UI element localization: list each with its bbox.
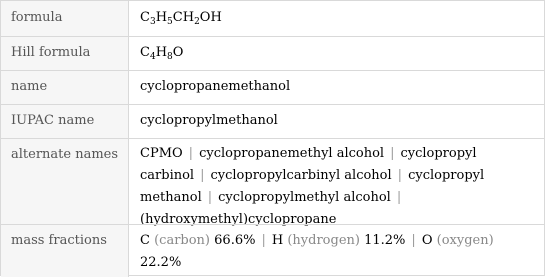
separator: | — [261, 233, 266, 248]
formula-subscript: 8 — [167, 52, 173, 62]
formula-part: H — [155, 45, 168, 60]
formula-subscript: 3 — [149, 17, 156, 27]
row-label — [1, 139, 129, 224]
element-percent: 11.2% — [364, 233, 406, 248]
alternate-name: cyclopropyl carbinol — [140, 146, 477, 183]
separator: | — [397, 168, 403, 183]
name-value: cyclopropanemethanol — [140, 79, 291, 94]
formula-subscript: 2 — [194, 17, 200, 27]
formula-value — [140, 7, 539, 29]
formula-subscript: 4 — [149, 52, 156, 62]
label-text: formula — [11, 10, 63, 25]
formula-part: C — [140, 10, 150, 25]
row-label — [1, 37, 129, 70]
element-name: (hydrogen) — [287, 233, 360, 248]
formula-part: OH — [199, 10, 222, 25]
element-symbol: C — [140, 233, 150, 248]
alternate-name: (hydroxymethyl)cyclopropane — [140, 212, 337, 227]
element-symbol: H — [271, 233, 284, 248]
formula-part: O — [172, 45, 184, 60]
label-text: Hill formula — [11, 45, 91, 60]
row-label — [1, 1, 129, 36]
row-alternate-names — [1, 138, 545, 227]
element-percent: 66.6% — [214, 233, 256, 248]
separator: | — [200, 168, 205, 183]
label-text: IUPAC name — [11, 113, 95, 128]
row-label — [1, 225, 129, 277]
alternate-names-value — [140, 143, 539, 231]
row-name — [1, 70, 545, 104]
hill-formula-value — [140, 42, 539, 64]
separator: | — [411, 233, 416, 248]
iupac-name-value: cyclopropylmethanol — [140, 113, 278, 128]
row-hill-formula — [1, 36, 545, 70]
element-name: (oxygen) — [436, 233, 494, 248]
row-mass-fractions — [1, 224, 545, 277]
row-label — [1, 71, 129, 104]
label-text: name — [11, 79, 48, 94]
mass-fractions-value — [140, 230, 539, 274]
element-name: (carbon) — [154, 233, 211, 248]
alternate-name: cyclopropylcarbinyl alcohol — [210, 168, 392, 183]
element-symbol: O — [421, 233, 433, 248]
separator: | — [396, 190, 402, 205]
alternate-name: CPMO — [140, 146, 183, 161]
row-label — [1, 105, 129, 138]
element-percent: 22.2% — [140, 255, 182, 270]
label-text: alternate names — [11, 147, 119, 162]
separator: | — [390, 146, 395, 161]
formula-subscript: 5 — [167, 17, 173, 27]
separator: | — [207, 190, 213, 205]
separator: | — [188, 146, 194, 161]
formula-part: H — [155, 10, 168, 25]
row-iupac-name — [1, 104, 545, 138]
alternate-name: cyclopropyl methanol — [140, 168, 485, 205]
alternate-name: cyclopropanemethyl alcohol — [199, 146, 385, 161]
formula-part: C — [140, 45, 150, 60]
alternate-name: cyclopropylmethyl alcohol — [218, 190, 391, 205]
label-text: mass fractions — [11, 233, 107, 248]
row-formula — [1, 1, 545, 36]
formula-part: CH — [172, 10, 195, 25]
